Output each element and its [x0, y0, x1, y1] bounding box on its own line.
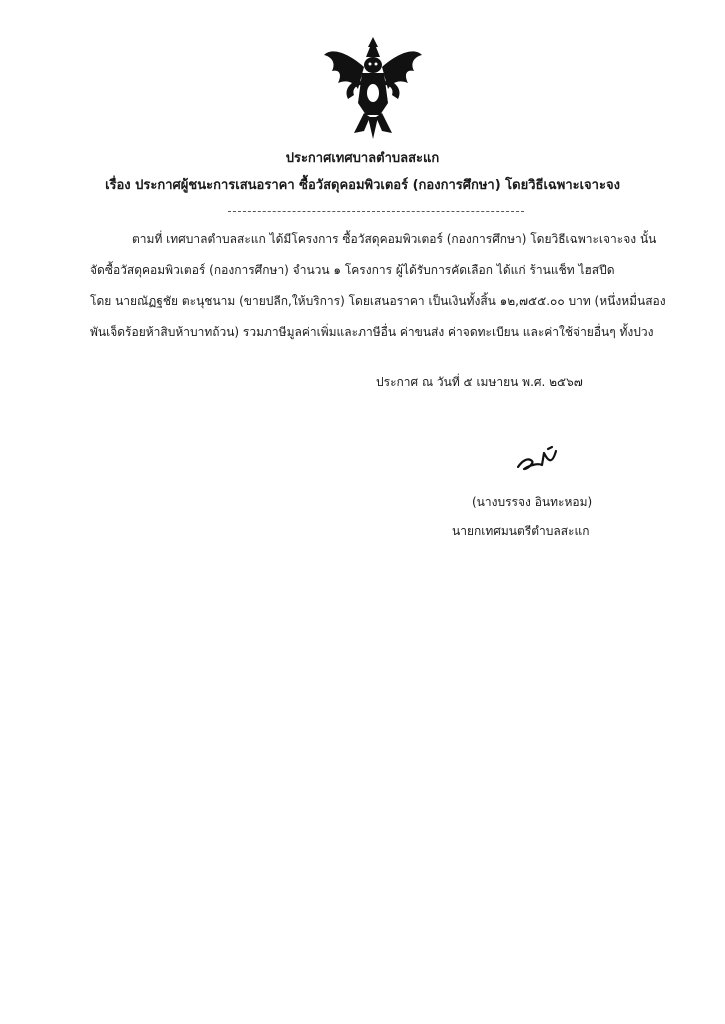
- title-divider: [228, 211, 524, 212]
- subject-title: เรื่อง ประกาศผู้ชนะการเสนอราคา ซื้อวัสดุคอมพิวเตอร์ (กองการศึกษา) โดยวิธีเฉพาะเจาะจง: [105, 178, 620, 193]
- body-line-3: โดย นายณัฏฐชัย ตะนุชนาม (ขายปลีก,ให้บริการ) โดยเสนอราคา เป็นเงินทั้งสิ้น ๑๒,๗๕๕.๐๐ บาท (หนึ่งหมื่นสอง: [90, 294, 666, 308]
- body-line-4: พันเจ็ดร้อยห้าสิบห้าบาทถ้วน) รวมภาษีมูลค่าเพิ่มและภาษีอื่น ค่าขนส่ง ค่าจดทะเบียน และค่าใช้จ่ายอื่นๆ ทั้งปวง: [90, 325, 654, 339]
- garuda-emblem-icon: [318, 33, 428, 143]
- announcement-date: ประกาศ ณ วันที่ ๕ เมษายน พ.ศ. ๒๕๖๗: [376, 375, 583, 389]
- signer-name: (นางบรรจง อินทะหอม): [472, 495, 593, 509]
- issuer-title: ประกาศเทศบาลตำบลสะแก: [285, 151, 440, 166]
- signer-position: นายกเทศมนตรีตำบลสะแก: [452, 524, 590, 538]
- body-line-2: จัดซื้อวัสดุคอมพิวเตอร์ (กองการศึกษา) จำนวน ๑ โครงการ ผู้ได้รับการคัดเลือก ได้แก่ ร้านแช็ท ไฮสปีด: [90, 263, 615, 277]
- handwritten-signature: [512, 443, 564, 473]
- body-line-1: ตามที่ เทศบาลตำบลสะแก ได้มีโครงการ ซื้อวัสดุคอมพิวเตอร์ (กองการศึกษา) โดยวิธีเฉพาะเจาะจง นั้น: [132, 232, 657, 246]
